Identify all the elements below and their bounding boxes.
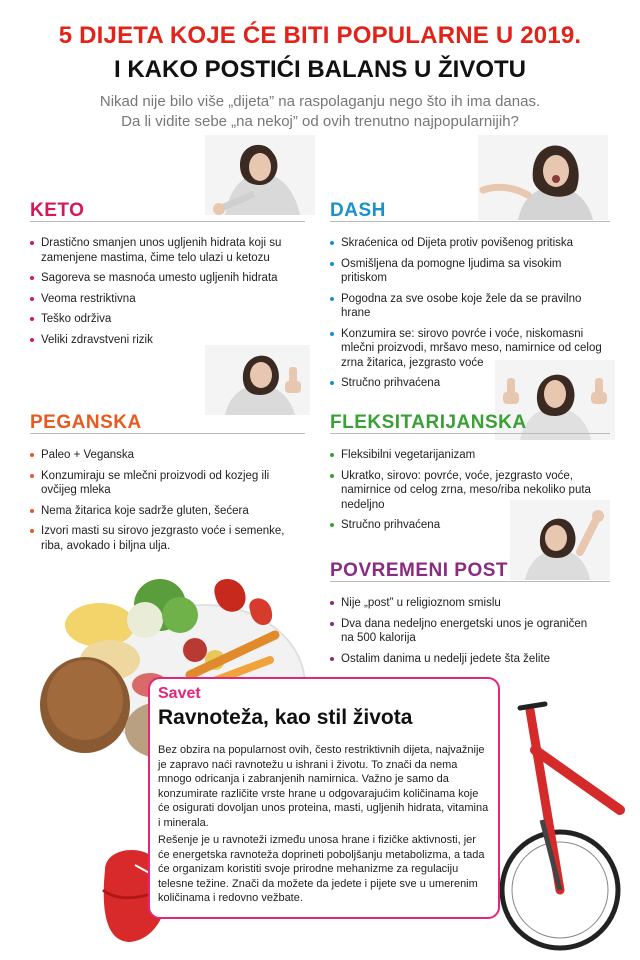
list-item: Sagoreva se masnoća umesto ugljenih hidrata: [30, 271, 305, 286]
list-item: Nema žitarica koje sadrže gluten, šećera: [30, 504, 305, 519]
list-item: Veliki zdravstveni rizik: [30, 333, 305, 348]
list-item: Konzumira se: sirovo povrće i voće, niskomasni mlečni proizvodi, mršavo meso, namirnice od celog zrna žitarica, jezgrasto voće: [330, 327, 610, 371]
woman-pointing-photo: [205, 135, 315, 215]
savet-box: [148, 677, 500, 919]
savet-paragraph-2: Rešenje je u ravnoteži između unosa hrane i fizičke aktivnosti, jer će energetska ravnoteža doprineti poboljšanju metabolizma, a tada će organizam koristiti svoje prirodne mehanizme za regulaciju telesne težine. Znači da možete da jedete i pijete sve u umerenim količinama i redovno vežbate.: [158, 834, 485, 904]
list-item: Veoma restriktivna: [30, 292, 305, 307]
list-item: Stručno prihvaćena: [330, 518, 600, 533]
list-item: Dva dana nedeljno energetski unos je ograničen na 500 kalorija: [330, 617, 600, 646]
list-item: Drastično smanjen unos ugljenih hidrata koji su zamenjene mastima, čime telo ulazi u ketozu: [30, 236, 305, 265]
subtitle: I KAKO POSTIĆI BALANS U ŽIVOTU: [113, 56, 526, 83]
list-item: Ostalim danima u nedelji jedete šta želite: [330, 652, 600, 667]
keto-divider: [30, 221, 305, 222]
list-item: Stručno prihvaćena: [330, 376, 610, 391]
savet-title: Ravnoteža, kao stil života: [158, 706, 413, 729]
list-item: Skraćenica od Dijeta protiv povišenog pritiska: [330, 236, 610, 251]
list-item: Fleksibilni vegetarijanizam: [330, 448, 600, 463]
list-item: Izvori masti su sirovo jezgrasto voće i semenke, riba, avokado i biljna ulja.: [30, 524, 305, 553]
woman-thumbs-up-photo: [205, 345, 310, 415]
keto-title: KETO: [30, 200, 85, 221]
woman-surprised-photo: [478, 135, 608, 220]
intro-text: [40, 92, 600, 132]
list-item: Konzumiraju se mlečni proizvodi od kozjeg ili ovčijeg mleka: [30, 469, 305, 498]
list-item: Paleo + Veganska: [30, 448, 305, 463]
list-item: Nije „post” u religioznom smislu: [330, 596, 600, 611]
bicycle-photo: [480, 690, 635, 955]
list-item: Teško održiva: [30, 312, 305, 327]
intro-line-1: Nikad nije bilo više „dijeta” na raspolaganju nego što ih ima danas.: [99, 93, 541, 110]
dash-title: DASH: [330, 200, 386, 221]
povremeni-post-divider: [330, 581, 610, 582]
peganska-divider: [30, 433, 305, 434]
fleksitarijanska-title: FLEKSITARIJANSKA: [330, 412, 527, 433]
povremeni-post-title: POVREMENI POST: [330, 560, 509, 581]
woman-cheering-photo: [510, 500, 610, 580]
savet-paragraph-1: Bez obzira na popularnost ovih, često restriktivnih dijeta, najvažnije je zapravo naći ravnotežu u ishrani i životu. To znači da nema mnogo odricanja i zabranjenih namirnica. Važno je samo da konzumirate različite vrste hrane u odgovarajućim količinama koje će osigurati dovoljan unos proteina, masti, ugljenih hidrata, vitamina i minerala.: [158, 744, 489, 829]
keto-list: [30, 236, 305, 353]
peganska-title: PEGANSKA: [30, 412, 142, 433]
fleksitarijanska-divider: [330, 433, 610, 434]
povremeni-post-list: [330, 596, 600, 672]
list-item: Pogodna za sve osobe koje žele da se pravilno hrane: [330, 292, 610, 321]
savet-label: Savet: [158, 685, 201, 702]
peganska-list: [30, 448, 305, 559]
intro-line-2: Da li vidite sebe „na nekoj” od ovih trenutno najpopularnijih?: [121, 113, 519, 130]
dash-divider: [330, 221, 610, 222]
list-item: Osmišljena da pomogne ljudima sa visokim pritiskom: [330, 257, 610, 286]
list-item: Ukratko, sirovo: povrće, voće, jezgrasto voće, namirnice od celog zrna, meso/riba nekoliko puta nedeljno: [330, 469, 600, 513]
main-title: 5 DIJETA KOJE ĆE BITI POPULARNE U 2019.: [58, 22, 582, 49]
